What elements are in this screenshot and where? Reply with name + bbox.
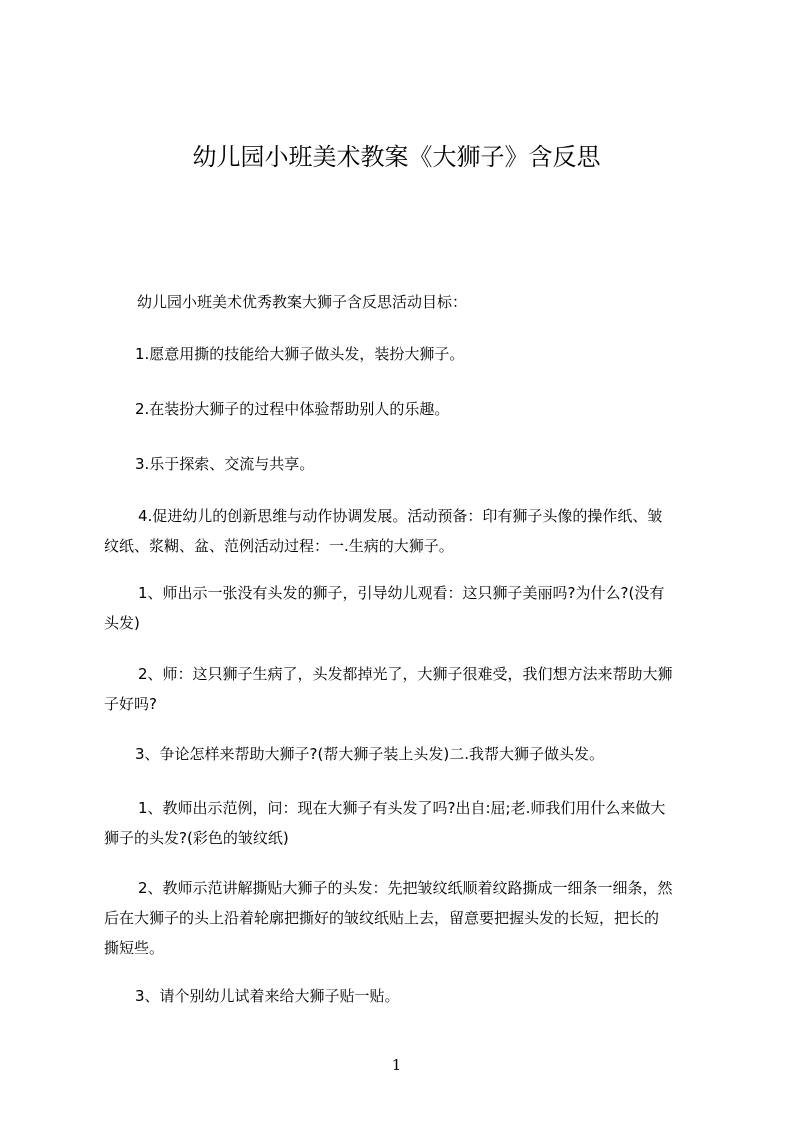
paragraph-line: 4.促进幼儿的创新思维与动作协调发展。活动预备：印有狮子头像的操作纸、皱 [138,507,663,525]
paragraph-line: 1、教师出示范例，问：现在大狮子有头发了吗?出自:屈;老.师我们用什么来做大 [138,799,666,817]
paragraph-line: 1、师出示一张没有头发的狮子，引导幼儿观看：这只狮子美丽吗?为什么?(没有 [138,584,665,602]
paragraph-line: 子好吗? [104,695,157,713]
paragraph-step-1-1 [104,578,714,638]
paragraph-line: 1.愿意用撕的技能给大狮子做头发，装扮大狮子。 [135,345,465,363]
paragraph-line: 撕短些。 [104,939,165,957]
paragraph-line: 幼儿园小班美术优秀教案大狮子含反思活动目标： [137,293,468,311]
paragraph-intro [137,287,747,317]
paragraph-goal-2 [135,394,745,424]
paragraph-line: 2、师：这只狮子生病了，头发都掉光了，大狮子很难受，我们想方法来帮助大狮 [138,665,673,683]
paragraph-line: 3、请个别幼儿试着来给大狮子贴一贴。 [135,987,400,1005]
paragraph-step-1-2 [104,659,714,719]
paragraph-line: 2.在装扮大狮子的过程中体验帮助别人的乐趣。 [135,400,450,418]
paragraph-goal-3 [135,449,745,479]
document-title: 幼儿园小班美术教案《大狮子》含反思 [192,143,601,171]
paragraph-line: 3、争论怎样来帮助大狮子?(帮大狮子装上头发)二.我帮大狮子做头发。 [135,745,604,763]
paragraph-line: 3.乐于探索、交流与共享。 [135,455,315,473]
paragraph-step-2-3 [135,981,745,1011]
page-number: 1 [391,1056,402,1074]
paragraph-goal-4 [104,501,714,561]
paragraph-goal-1 [135,339,745,369]
paragraph-line: 狮子的头发?(彩色的皱纹纸) [104,829,289,847]
paragraph-line: 后在大狮子的头上沿着轮廓把撕好的皱纹纸贴上去，留意要把握头发的长短，把长的 [104,909,660,927]
paragraph-step-1-3 [135,739,745,769]
paragraph-step-2-2 [104,873,714,963]
paragraph-line: 2、教师示范讲解撕贴大狮子的头发：先把皱纹纸顺着纹路撕成一细条一细条，然 [138,879,673,897]
paragraph-line: 头发) [104,614,140,632]
paragraph-line: 纹纸、浆糊、盆、范例活动过程：一.生病的大狮子。 [104,537,454,555]
paragraph-step-2-1 [104,793,714,853]
